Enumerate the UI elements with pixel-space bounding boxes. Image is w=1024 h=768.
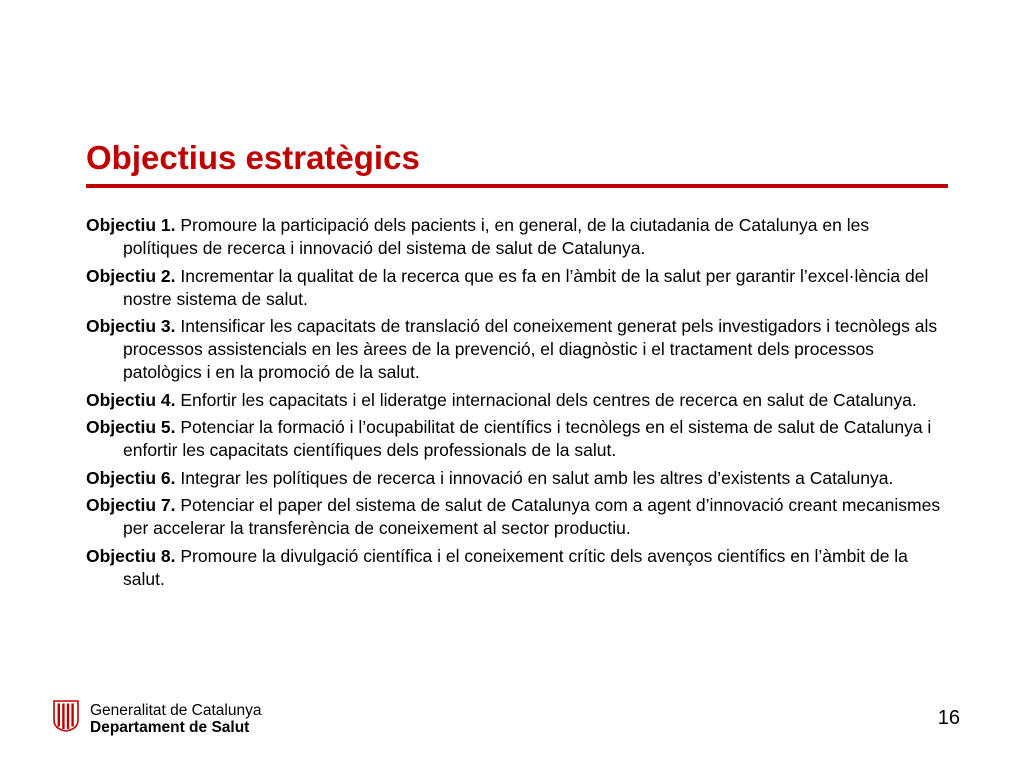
objective-label: Objectiu 6. xyxy=(86,467,176,488)
objective-item xyxy=(86,389,946,412)
objective-text: Incrementar la qualitat de la recerca que es fa en l’àmbit de la salut per garantir l’excel·lència del nostre sistema de salut. xyxy=(123,265,929,309)
organization-name: Generalitat de Catalunya xyxy=(90,702,262,719)
objective-item xyxy=(86,467,946,490)
objective-label: Objectiu 3. xyxy=(86,316,176,336)
objective-text: Intensificar les capacitats de translació del coneixement generat pels investigadors i tecnòlegs als processos assistencials en les àrees de la prevenció, el diagnòstic i el tractament dels processos patològics i en la promoció de la salut. xyxy=(123,316,938,382)
objective-label: Objectiu 1. xyxy=(86,215,176,235)
objective-label: Objectiu 8. xyxy=(86,545,176,566)
objective-label: Objectiu 5. xyxy=(86,417,176,437)
title-divider xyxy=(86,184,948,188)
objectives-list xyxy=(86,214,946,595)
objective-item xyxy=(86,265,946,311)
objective-text: Potenciar el paper del sistema de salut de Catalunya com a agent d’innovació creant mecanismes per accelerar la transferència de coneixement al sector productiu. xyxy=(123,495,941,538)
objective-item xyxy=(86,315,946,384)
objective-label: Objectiu 4. xyxy=(86,389,176,410)
department-name: Departament de Salut xyxy=(90,719,250,736)
objective-text: Promoure la divulgació científica i el coneixement crític dels avenços científics en l’àmbit de la salut. xyxy=(123,545,908,589)
objective-text: Integrar les polítiques de recerca i innovació en salut amb les altres d’existents a Catalunya. xyxy=(180,467,894,488)
objective-item xyxy=(86,214,946,260)
footer-organization xyxy=(90,702,261,736)
objective-text: Potenciar la formació i l’ocupabilitat de científics i tecnòlegs en el sistema de salut de Catalunya i enfortir les capacitats científiques dels professionals de la salut. xyxy=(123,417,932,460)
objective-item xyxy=(86,545,946,591)
slide-title: Objectius estratègics xyxy=(86,139,420,176)
objective-item xyxy=(86,416,946,462)
generalitat-logo-icon xyxy=(52,700,80,732)
objective-label: Objectiu 2. xyxy=(86,265,176,286)
objective-text: Enfortir les capacitats i el lideratge internacional dels centres de recerca en salut de Catalunya. xyxy=(180,389,917,410)
objective-label: Objectiu 7. xyxy=(86,495,176,515)
page-number: 16 xyxy=(937,707,960,729)
objective-item xyxy=(86,494,946,540)
objective-text: Promoure la participació dels pacients i, en general, de la ciutadania de Catalunya en les polítiques de recerca i innovació del sistema de salut de Catalunya. xyxy=(123,215,870,258)
